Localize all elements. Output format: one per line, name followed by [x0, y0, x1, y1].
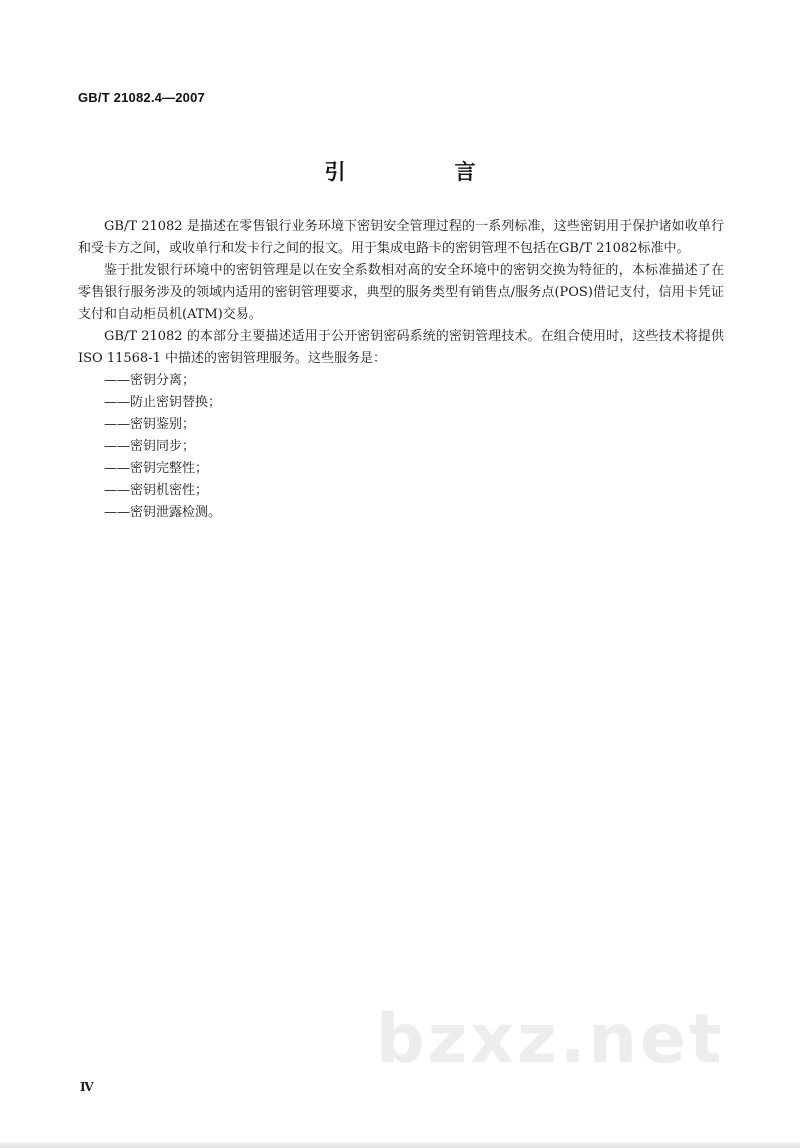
- document-body: [78, 216, 724, 524]
- watermark: bzxz.net: [376, 1000, 725, 1079]
- paragraph-3: GB/T 21082 的本部分主要描述适用于公开密钥密码系统的密钥管理技术。在组合使用时，这些技术将提供 ISO 11568-1 中描述的密钥管理服务。这些服务是：: [78, 329, 724, 366]
- paragraph-2: 鉴于批发银行环境中的密钥管理是以在安全系数相对高的安全环境中的密钥交换为特征的，本标准描述了在零售银行服务涉及的领域内适用的密钥管理要求，典型的服务类型有销售点/服务点(POS)借记支付，信用卡凭证支付和自动柜员机(ATM)交易。: [78, 263, 724, 322]
- page-bottom-edge: [0, 1142, 800, 1148]
- services-list: [78, 370, 724, 524]
- list-item: ——密钥同步；: [104, 439, 196, 454]
- list-item: ——密钥泄露检测。: [104, 505, 222, 520]
- list-item: ——防止密钥替换；: [104, 395, 222, 410]
- list-item: ——密钥完整性；: [104, 461, 209, 476]
- list-item: ——密钥机密性；: [104, 483, 209, 498]
- paragraph-1: GB/T 21082 是描述在零售银行业务环境下密钥安全管理过程的一系列标准，这些密钥用于保护诸如收单行和受卡方之间，或收单行和发卡行之间的报文。用于集成电路卡的密钥管理不包括在GB/T 21082标准中。: [78, 219, 724, 256]
- list-item: ——密钥分离；: [104, 373, 196, 388]
- page-number: Ⅳ: [80, 1080, 94, 1094]
- section-title: 引 言: [324, 160, 520, 184]
- list-item: ——密钥鉴别；: [104, 417, 196, 432]
- standard-code: GB/T 21082.4—2007: [78, 90, 205, 105]
